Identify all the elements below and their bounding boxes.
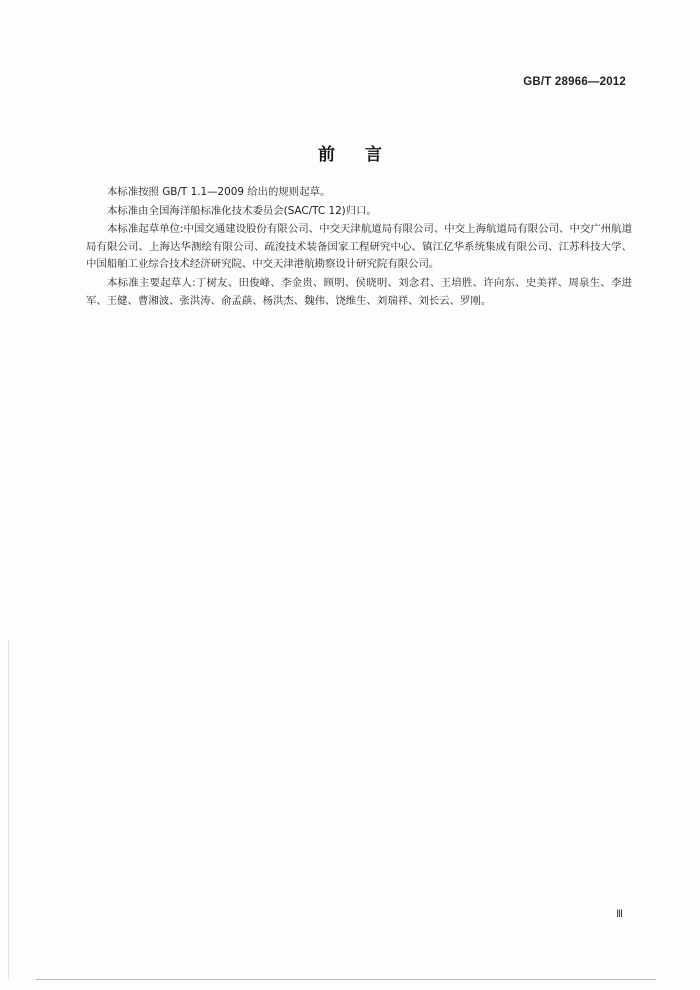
paragraph-technical-committee: 本标准由全国海洋船标准化技术委员会(SAC/TC 12)归口。 — [107, 204, 377, 217]
standard-code: GB/T 28966—2012 — [523, 76, 626, 88]
scan-edge-shadow — [8, 640, 9, 980]
scan-bottom-line — [36, 979, 656, 980]
page-number: Ⅲ — [616, 909, 623, 920]
page-title: 前言 — [318, 145, 412, 165]
foreword-body — [86, 184, 632, 311]
paragraph-drafting-organizations: 本标准起草单位:中国交通建设股份有限公司、中交天津航道局有限公司、中交上海航道局有限公司、中交广州航道局有限公司、上海达华测绘有限公司、疏浚技术装备国家工程研究中心、镇江亿华系统集成有限公司、江苏科技大学、中国船舶工业综合技术经济研究院、中交天津港航勘察设计研究院有限公司。 — [86, 223, 632, 271]
paragraph-drafting-rules: 本标准按照 GB/T 1.1—2009 给出的规则起草。 — [107, 186, 331, 198]
paragraph-main-drafters: 本标准主要起草人:丁树友、田俊峰、李金贵、顾明、侯晓明、刘念君、王培胜、许向东、史美祥、周泉生、李进军、王健、曹湘波、张洪涛、俞孟蕻、杨洪杰、魏伟、饶维生、刘瑞祥、刘长云、罗刚。 — [86, 276, 632, 307]
